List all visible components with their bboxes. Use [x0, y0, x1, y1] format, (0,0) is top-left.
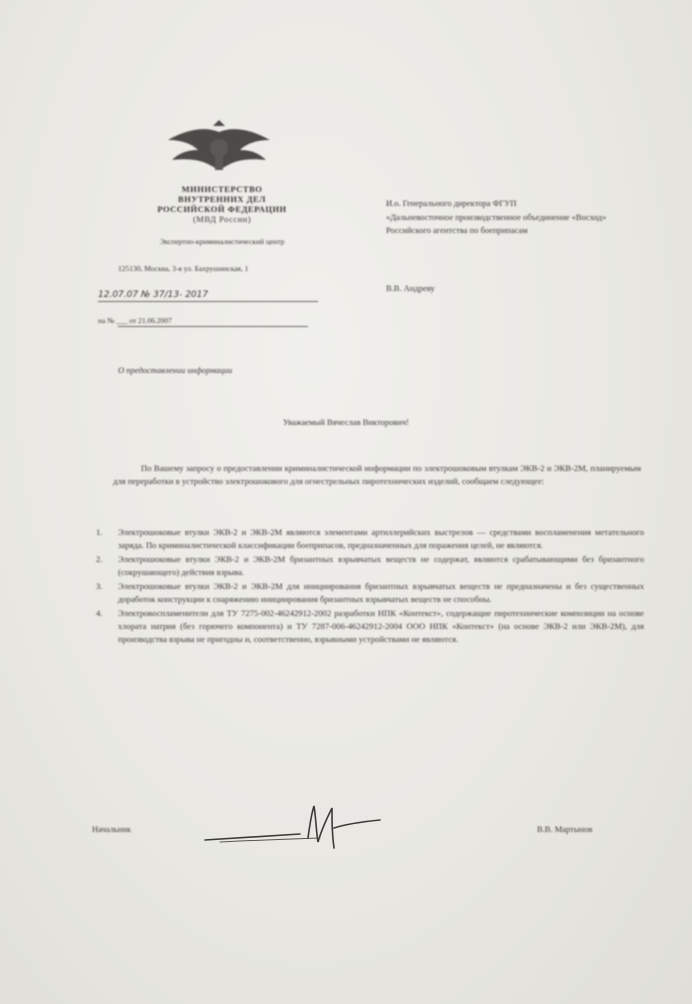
addressee-line: И.о. Генерального директора ФГУП [386, 198, 517, 208]
department-name: Экспертно-криминалистический центр [159, 237, 285, 246]
signatory-name: В.В. Мартынов [537, 824, 593, 834]
org-line: РОССИЙСКОЙ ФЕДЕРАЦИИ [157, 204, 287, 214]
registration-number: 12.07.07 № 37/13- 2017 [98, 290, 209, 300]
list-item-text: Электрошоковые втулки ЭКВ-2 и ЭКВ-2М бризантных взрывчатых веществ не содержат, являются срабатывающими без бризантного (сокрушающего) действия взрыва. [118, 554, 644, 577]
org-line: (МВД России) [192, 214, 252, 224]
org-line: ВНУТРЕННИХ ДЕЛ [178, 194, 266, 204]
signatory-title: Начальник [92, 824, 132, 834]
registration-underline [98, 301, 318, 302]
reference-underline [118, 326, 308, 327]
addressee-name: В.В. Андреву [386, 283, 435, 293]
greeting: Уважаемый Вячеслав Викторович! [283, 417, 409, 427]
list-item-number: 3. [96, 581, 103, 591]
list-item-text: Электрошоковые втулки ЭКВ-2 и ЭКВ-2М для инициирования бризантных взрывчатых веществ не предназначены и без существенных доработок конструкции к снаряжению инициирования бризантных взрывчатых веществ не способны. [118, 581, 644, 604]
state-emblem-icon [164, 118, 274, 178]
list-item-text: Электровоспламенители для ТУ 7275-002-46242912-2002 разработки НПК «Контекст», содержащие пиротехнические композиции на основе хлората натрия (без горючего компонента) и ТУ 7287-006-46242912-2004 ООО НПК «Контекст» (на основе ЭКВ-2 или ЭКВ-2М), для производства взрыва не пригодны и, соответственно, взрывными устройствами не являются. [118, 608, 644, 644]
intro-paragraph: По Вашему запросу о предоставлении криминалистической информации по электрошоковым втулкам ЭКВ-2 и ЭКВ-2М, планируемым для переработки в устройство электрошокового для огнестрельных пиротехнических изделий, сообщаем следующее: [113, 463, 641, 486]
ministry-name [132, 184, 312, 224]
list-item-number: 2. [96, 554, 103, 564]
addressee-line: «Дальневосточное производственное объединение «Восход» [386, 211, 607, 222]
list-item-number: 1. [96, 527, 103, 537]
addressee-line: Российского агентства по боеприпасам [386, 225, 528, 235]
list-item [96, 607, 644, 646]
list-item [96, 526, 644, 552]
handwritten-signature-icon [200, 798, 400, 858]
org-line: МИНИСТЕРСТВО [181, 184, 263, 194]
list-item-number: 4. [96, 608, 103, 618]
list-item [96, 553, 644, 579]
findings-list [96, 526, 644, 647]
letter-subject: О предоставлении информации [118, 365, 233, 375]
list-item-text: Электрошоковые втулки ЭКВ-2 и ЭКВ-2М являются элементами артиллерийских выстрелов — средствами воспламенения метательного заряда. По криминалистической классификации боеприпасов, предназначенных для поражения целей, не являются. [118, 527, 644, 550]
addressee-block [386, 197, 646, 238]
sender-address: 125130, Москва, 3-я ул. Бахрушинская, 1 [118, 264, 249, 273]
list-item [96, 580, 644, 606]
reference-number: на № ___ от 21.06.2007 [98, 316, 172, 325]
